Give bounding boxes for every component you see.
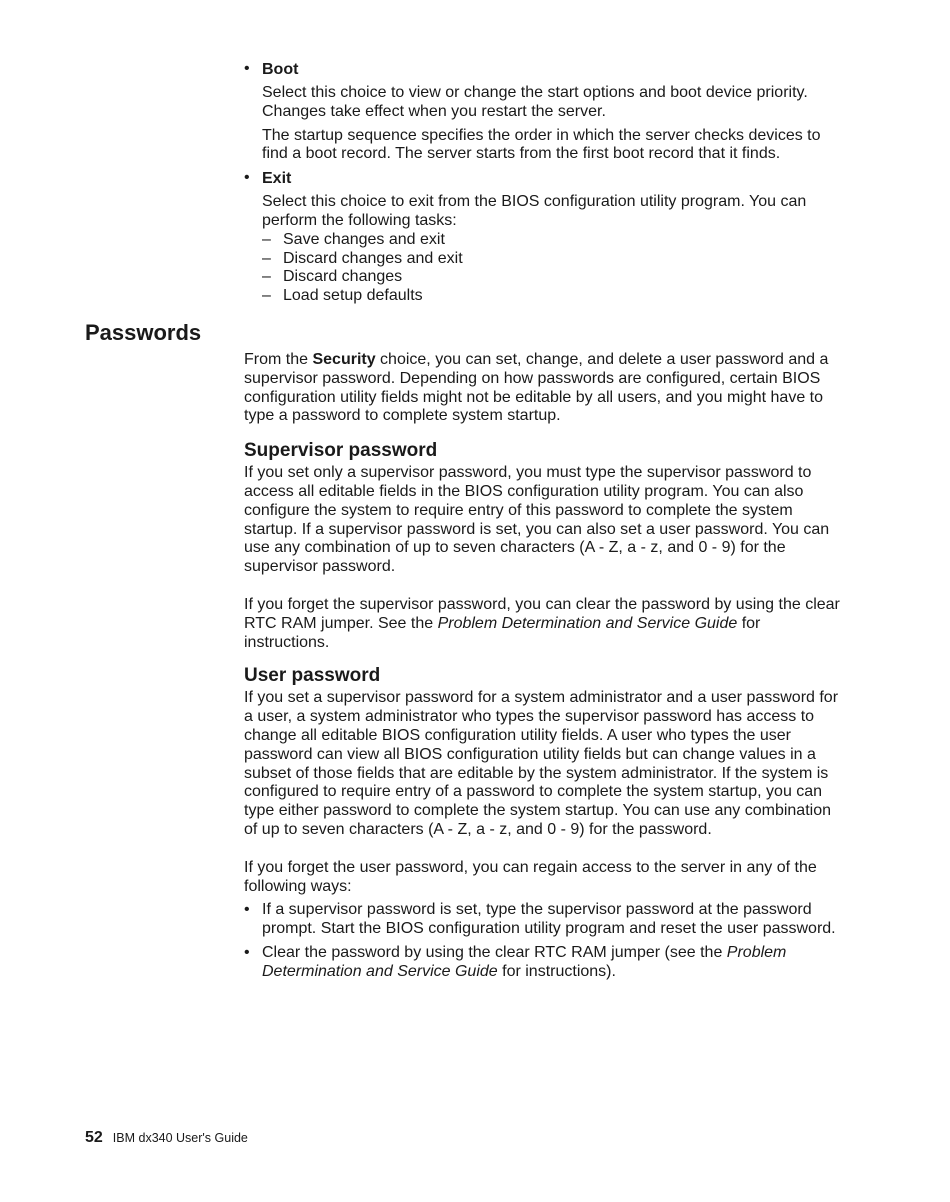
list-item: – Load setup defaults — [262, 287, 423, 305]
supervisor-password-heading: Supervisor password — [244, 440, 438, 462]
supervisor-password-description: If you set only a supervisor password, you must type the supervisor password to access all editable fields in the BIOS configuration utility program. You can also configure the system to require entry of this password to complete the system startup. If a supervisor password is set, you can also set a user password. You can use any combination of up to seven characters (A - Z, a - z, and 0 - 9) for the supervisor password. — [244, 464, 830, 576]
user-password-description: If you set a supervisor password for a system administrator and a user password for a user, a system administrator who types the supervisor password has access to change all editable BIOS configuration utility fields. A user who types the user password can view all BIOS configuration utility fields but can change values in a subset of those fields that are editable by the system administrator. If the system is configured to require entry of a password to complete the system startup, you can type either password to complete the system startup. You can use any combination of up to seven characters (A - Z, a - z, and 0 - 9) for the password. — [244, 689, 839, 838]
menu-choices-list — [244, 60, 844, 306]
bullet-icon: • — [244, 169, 250, 187]
guide-title-reference: Problem Determination and Service Guide — [437, 614, 738, 632]
dash-icon: – — [262, 268, 271, 286]
passwords-intro: From the Security choice, you can set, change, and delete a user password and a supervisor password. Depending on how passwords are configured, certain BIOS configuration utility fields might not be editable by all users, and you might have to type a password to complete system startup. — [244, 351, 829, 425]
exit-tasks-list — [262, 231, 844, 306]
exit-item — [244, 169, 844, 306]
dash-icon: – — [262, 249, 271, 267]
page-number: 52 — [85, 1129, 103, 1146]
guide-title-reference: Problem Determination and Service Guide — [262, 943, 787, 980]
list-item: – Discard changes and exit — [262, 249, 463, 267]
boot-item — [244, 60, 844, 164]
supervisor-forgot-text: If you forget the supervisor password, you can clear the password by using the clear RTC RAM jumper. See the Problem Determination and Service Guide for instructions. — [244, 595, 840, 651]
list-item: • Clear the password by using the clear RTC RAM jumper (see the Problem Determination and Service Guide for instructions). — [244, 943, 787, 980]
boot-description: Select this choice to view or change the start options and boot device priority. Changes take effect when you restart the server. — [262, 84, 808, 120]
exit-label: Exit — [262, 170, 292, 188]
bullet-icon: • — [244, 60, 250, 77]
user-password-heading: User password — [244, 665, 381, 687]
page-footer — [85, 1128, 248, 1148]
dash-icon: – — [262, 230, 271, 248]
passwords-section — [244, 351, 844, 982]
user-forgot-text: If you forget the user password, you can regain access to the server in any of the following ways: — [244, 858, 817, 895]
exit-description: Select this choice to exit from the BIOS configuration utility program. You can perform the following tasks: — [262, 193, 807, 229]
security-choice-label: Security — [312, 351, 376, 368]
dash-icon: – — [262, 287, 271, 305]
bullet-icon: • — [244, 901, 250, 919]
passwords-heading: Passwords — [85, 320, 202, 345]
list-item: – Discard changes — [262, 268, 403, 286]
boot-startup-sequence-text: The startup sequence specifies the order in which the server checks devices to find a boot record. The server starts from the first boot record that it finds. — [262, 126, 821, 163]
bullet-icon: • — [244, 943, 250, 961]
list-item: – Save changes and exit — [262, 230, 445, 248]
list-item: • If a supervisor password is set, type the supervisor password at the password prompt. Start the BIOS configuration utility program and reset the user password. — [244, 901, 836, 938]
document-title: IBM dx340 User's Guide — [112, 1131, 248, 1145]
boot-label: Boot — [262, 61, 299, 78]
